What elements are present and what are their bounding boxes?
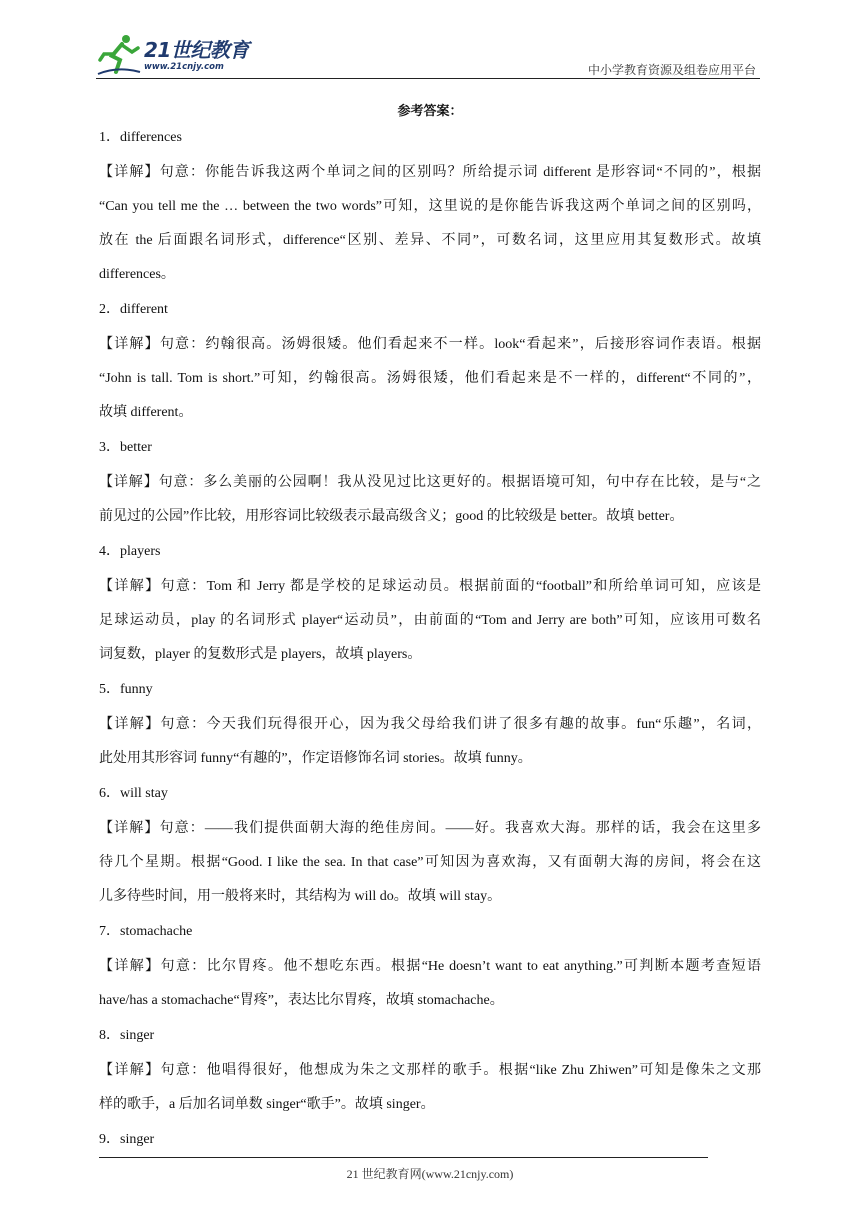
answer-number: 5．funny [99,682,153,697]
answer-number: 4．players [99,544,161,559]
detail-line: 【详解】句意：比尔胃疼。他不想吃东西。根据“He doesn’t want to eat anything.”可判断本题考查短语 [99,959,761,974]
answer-detail [99,576,761,666]
footer-text[interactable]: 21 世纪教育网(www.21cnjy.com) [346,1167,514,1181]
logo-text: 21世纪教育 [144,38,249,62]
footer-divider [99,1157,708,1158]
detail-line: 前见过的公园”作比较，用形容词比较级表示最高级含义；good 的比较级是 better。故填 better。 [99,509,684,524]
answer-detail [99,956,761,1012]
answer-number: 1．differences [99,130,182,145]
answer-detail [99,334,761,424]
answer-number: 7．stomachache [99,924,193,939]
detail-line: “John is tall. Tom is short.”可知，约翰很高。汤姆很矮，他们看起来是不一样的，different“不同的”， [99,371,761,386]
answer-item [99,126,761,286]
answer-number: 9．singer [99,1132,155,1147]
detail-line: 此处用其形容词 funny“有趣的”，作定语修饰名词 stories。故填 funny。 [99,751,532,766]
page-header [96,30,760,79]
answer-item [99,920,761,1012]
detail-line: 【详解】句意：今天我们玩得很开心，因为我父母给我们讲了很多有趣的故事。fun“乐趣”，名词， [99,717,761,732]
answer-item [99,678,761,770]
answer-detail [99,1060,761,1116]
answer-item [99,298,761,424]
page-title: 参考答案： [397,104,463,119]
detail-line: 儿多待些时间，用一般将来时，其结构为 will do。故填 will stay。 [99,889,502,904]
answer-detail [99,162,761,286]
detail-line: 【详解】句意：多么美丽的公园啊！我从没见过比这更好的。根据语境可知，句中存在比较，是与“之 [99,475,761,490]
detail-line: 【详解】句意：约翰很高。汤姆很矮。他们看起来不一样。look“看起来”，后接形容词作表语。根据 [99,337,761,352]
answer-detail [99,714,761,770]
answer-item [99,1024,761,1116]
detail-line: 样的歌手，a 后加名词单数 singer“歌手”。故填 singer。 [99,1097,435,1112]
detail-line: 词复数，player 的复数形式是 players，故填 players。 [99,647,422,662]
answer-item [99,540,761,666]
site-tagline: 中小学教育资源及组卷应用平台 [587,63,756,77]
logo-url: www.21cnjy.com [144,62,224,72]
answer-list [99,126,761,1164]
answer-number: 2．different [99,302,168,317]
detail-line: 【详解】句意：他唱得很好，他想成为朱之文那样的歌手。根据“like Zhu Zhiwen”可知是像朱之文那 [99,1063,761,1078]
detail-line: 【详解】句意：——我们提供面朝大海的绝佳房间。——好。我喜欢大海。那样的话，我会在这里多 [99,821,761,836]
answer-number: 8．singer [99,1028,155,1043]
answer-item [99,1128,761,1152]
detail-line: 放在 the 后面跟名词形式，difference“区别、差异、不同”，可数名词，这里应用其复数形式。故填 [99,233,761,248]
answer-detail [99,472,761,528]
answer-detail [99,818,761,908]
detail-line: 故填 different。 [99,405,193,420]
detail-line: 【详解】句意：Tom 和 Jerry 都是学校的足球运动员。根据前面的“football”和所给单词可知，应该是 [99,579,761,594]
site-logo[interactable] [96,32,266,76]
detail-line: have/has a stomachache“胃疼”，表达比尔胃疼，故填 stomachache。 [99,993,504,1008]
detail-line: 足球运动员，play 的名词形式 player“运动员”，由前面的“Tom and Jerry are both”可知，应该用可数名 [99,613,761,628]
answer-number: 6．will stay [99,786,168,801]
detail-line: 【详解】句意：你能告诉我这两个单词之间的区别吗？所给提示词 different 是形容词“不同的”，根据 [99,165,761,180]
answer-item [99,782,761,908]
runner-icon [96,32,142,76]
answer-item [99,436,761,528]
detail-line: “Can you tell me the … between the two words”可知，这里说的是你能告诉我这两个单词之间的区别吗， [99,199,761,214]
answer-number: 3．better [99,440,152,455]
detail-line: 待几个星期。根据“Good. I like the sea. In that case”可知因为喜欢海，又有面朝大海的房间，将会在这 [99,855,761,870]
detail-line: differences。 [99,267,175,282]
